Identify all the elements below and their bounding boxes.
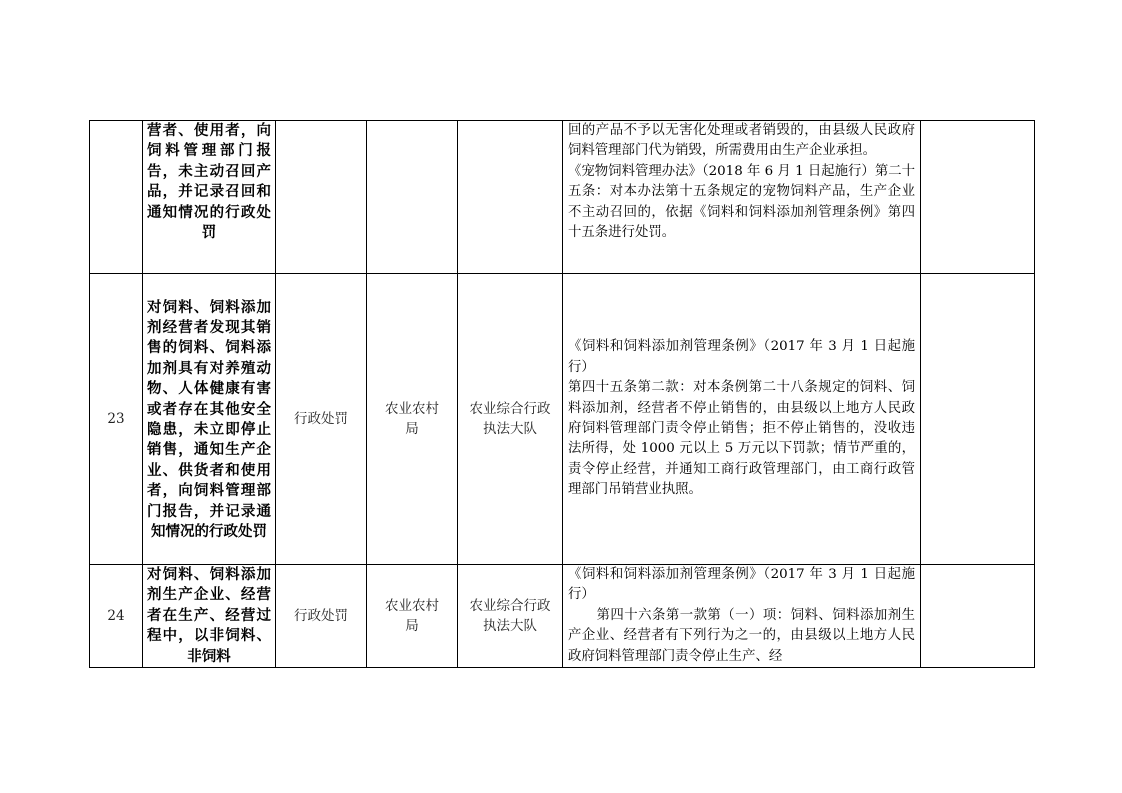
legal-basis-text: 回的产品不予以无害化处理或者销毁的，由县级人民政府饲料管理部门代为销毁，所需费用由生产企业承担。 《宠物饲料管理办法》（2018 年 6 月 1 日起施行）第二十五条：对本办法第十五条规定的宠物饲料产品，生产企业不主动召回的，依据《饲料和饲料添加剂管理条例》第四十五条进行处罚。 bbox=[568, 123, 915, 241]
row-number-cell: 23 bbox=[90, 274, 143, 565]
enforcement-unit-cell bbox=[458, 121, 563, 274]
table-row bbox=[90, 121, 1035, 274]
enforcement-unit-text: 农业综合行政执法大队 bbox=[469, 401, 551, 437]
table-row bbox=[90, 565, 1035, 668]
penalty-item-text: 对饲料、饲料添加剂生产企业、经营者在生产、经营过程中，以非饲料、非饲料 bbox=[147, 567, 271, 665]
department-cell bbox=[367, 274, 458, 565]
department-text: 农业农村局 bbox=[385, 401, 439, 437]
legal-basis-text: 《饲料和饲料添加剂管理条例》（2017 年 3 月 1 日起施行） 第四十五条第二款：对本条例第二十八条规定的饲料、饲料添加剂，经营者不停止销售的，由县级以上地方人民政府饲料管理部门责令停止销售；拒不停止销售的，没收违法所得，处 1000 元以上 5 万元以下罚款；情节严重的，责令停止经营，并通知工商行政管理部门，由工商行政管理部门吊销营业执照。 bbox=[568, 339, 915, 498]
penalty-type-cell: 行政处罚 bbox=[276, 565, 367, 668]
penalty-item-text: 对饲料、饲料添加剂经营者发现其销售的饲料、饲料添加剂具有对养殖动物、人体健康有害或者存在其他安全隐患，未立即停止销售，通知生产企业、供货者和使用者，向饲料管理部门报告，并记录通知情况的行政处罚 bbox=[147, 299, 271, 541]
penalty-type-cell bbox=[276, 121, 367, 274]
department-cell bbox=[367, 565, 458, 668]
enforcement-unit-cell bbox=[458, 565, 563, 668]
penalty-item-text: 营者、使用者，向饲料管理部门报告，未主动召回产品，并记录召回和通知情况的行政处罚 bbox=[147, 123, 271, 242]
table-row bbox=[90, 274, 1035, 565]
row-number-cell bbox=[90, 121, 143, 274]
note-cell bbox=[921, 274, 1035, 565]
legal-basis-cell bbox=[563, 274, 921, 565]
note-cell bbox=[921, 121, 1035, 274]
legal-basis-cell bbox=[563, 565, 921, 668]
enforcement-unit-cell bbox=[458, 274, 563, 565]
document-page bbox=[89, 120, 1034, 668]
enforcement-unit-text: 农业综合行政执法大队 bbox=[469, 598, 551, 635]
legal-basis-line-2 bbox=[568, 606, 915, 667]
note-cell bbox=[921, 565, 1035, 668]
penalty-item-cell bbox=[143, 274, 276, 565]
row-number-cell: 24 bbox=[90, 565, 143, 668]
enforcement-table bbox=[89, 120, 1035, 668]
legal-basis-cell bbox=[563, 121, 921, 274]
penalty-item-cell bbox=[143, 565, 276, 668]
legal-basis-line-2-text: 第四十六条第一款第（一）项：饲料、饲料添加剂生产企业、经营者有下列行为之一的，由县级以上地方人民政府饲料管理部门责令停止生产、经 bbox=[568, 607, 915, 664]
legal-basis-line-1: 《饲料和饲料添加剂管理条例》（2017 年 3 月 1 日起施行） bbox=[568, 567, 915, 603]
department-text: 农业农村局 bbox=[385, 598, 439, 635]
penalty-item-cell bbox=[143, 121, 276, 274]
department-cell bbox=[367, 121, 458, 274]
penalty-type-cell: 行政处罚 bbox=[276, 274, 367, 565]
